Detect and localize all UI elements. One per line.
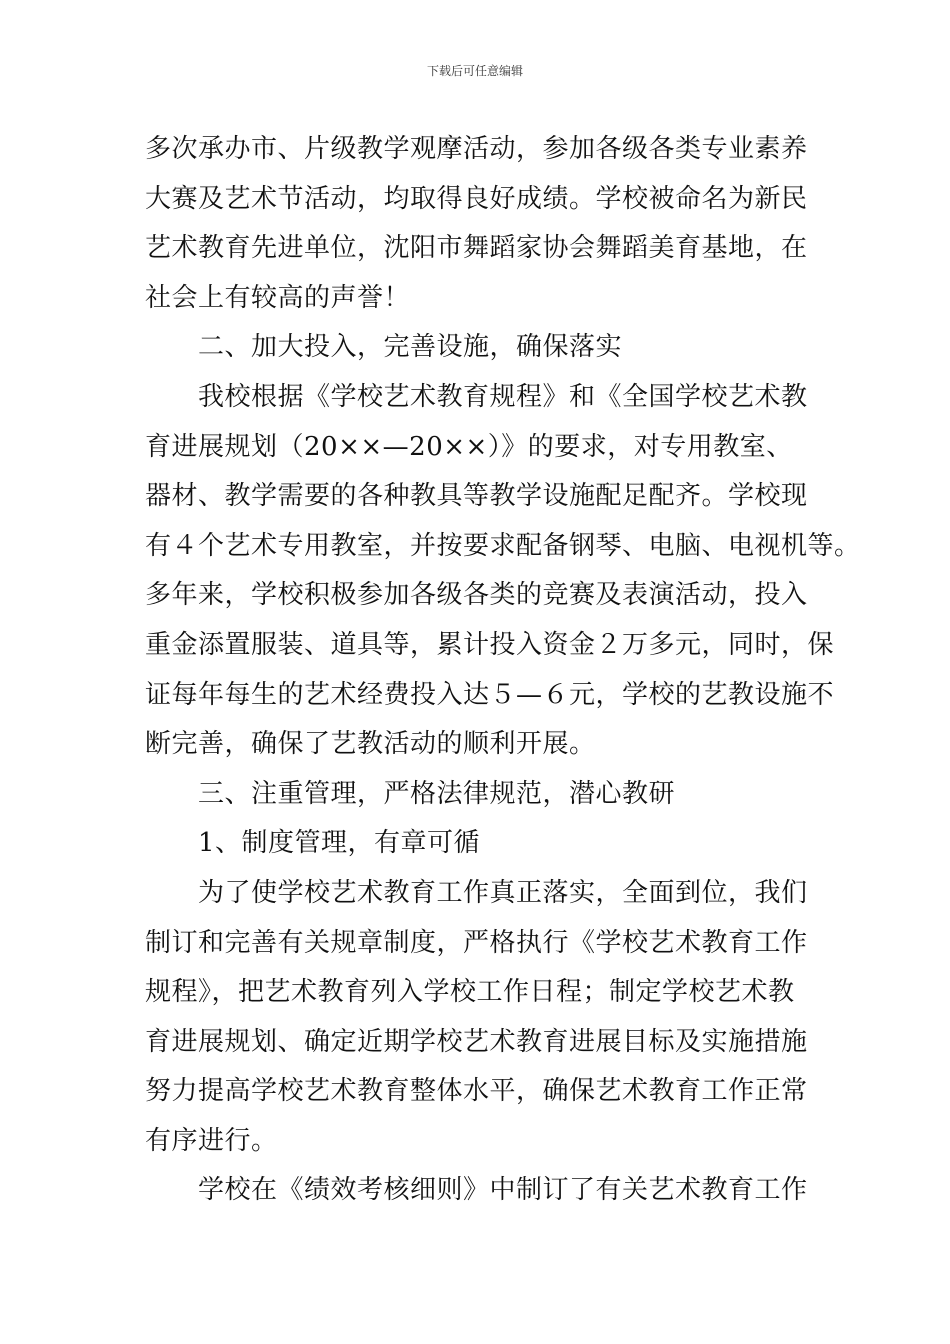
text-line: 器材、教学需要的各种教具等教学设施配足配齐。学校现: [145, 481, 808, 512]
text-line: 多次承办市、片级教学观摩活动，参加各级各类专业素养: [145, 134, 808, 164]
text-line: 努力提高学校艺术教育整体水平，确保艺术教育工作正常: [145, 1076, 808, 1107]
text-line: 断完善，确保了艺教活动的顺利开展。: [145, 729, 596, 760]
text-line: 有序进行。: [145, 1125, 278, 1156]
text-line: 证每年每生的艺术经费投入达５—６元，学校的艺教设施不: [145, 679, 835, 710]
text-line: 1、制度管理，有章可循: [198, 828, 481, 859]
text-line: 为了使学校艺术教育工作真正落实，全面到位，我们: [198, 877, 808, 908]
text-line: 学校在《绩效考核细则》中制订了有关艺术教育工作: [198, 1175, 808, 1206]
text-line: 艺术教育先进单位，沈阳市舞蹈家协会舞蹈美育基地，在: [145, 233, 808, 264]
text-line: 二、加大投入，完善设施，确保落实: [198, 332, 623, 363]
text-line: 我校根据《学校艺术教育规程》和《全国学校艺术教: [198, 381, 808, 412]
text-line: 育进展规划、确定近期学校艺术教育进展目标及实施措施: [145, 1026, 808, 1057]
text-line: 重金添置服装、道具等，累计投入资金２万多元，同时，保: [145, 629, 835, 660]
text-line: 社会上有较高的声誉！: [145, 282, 411, 313]
text-line: 规程》，把艺术教育列入学校工作日程；制定学校艺术教: [145, 977, 795, 1008]
text-line: 多年来，学校积极参加各级各类的竞赛及表演活动，投入: [145, 580, 808, 611]
text-line: 大赛及艺术节活动，均取得良好成绩。学校被命名为新民: [145, 183, 808, 214]
text-line: 制订和完善有关规章制度，严格执行《学校艺术教育工作: [145, 927, 808, 958]
text-line: 育进展规划（20××—20××）》的要求，对专用教室、: [145, 431, 793, 462]
document-body: [145, 125, 861, 1216]
text-line: 有４个艺术专用教室，并按要求配备钢琴、电脑、电视机等。: [145, 530, 861, 561]
page-header: 下载后可任意编辑: [426, 64, 523, 78]
text-line: 三、注重管理，严格法律规范，潜心教研: [198, 778, 676, 809]
